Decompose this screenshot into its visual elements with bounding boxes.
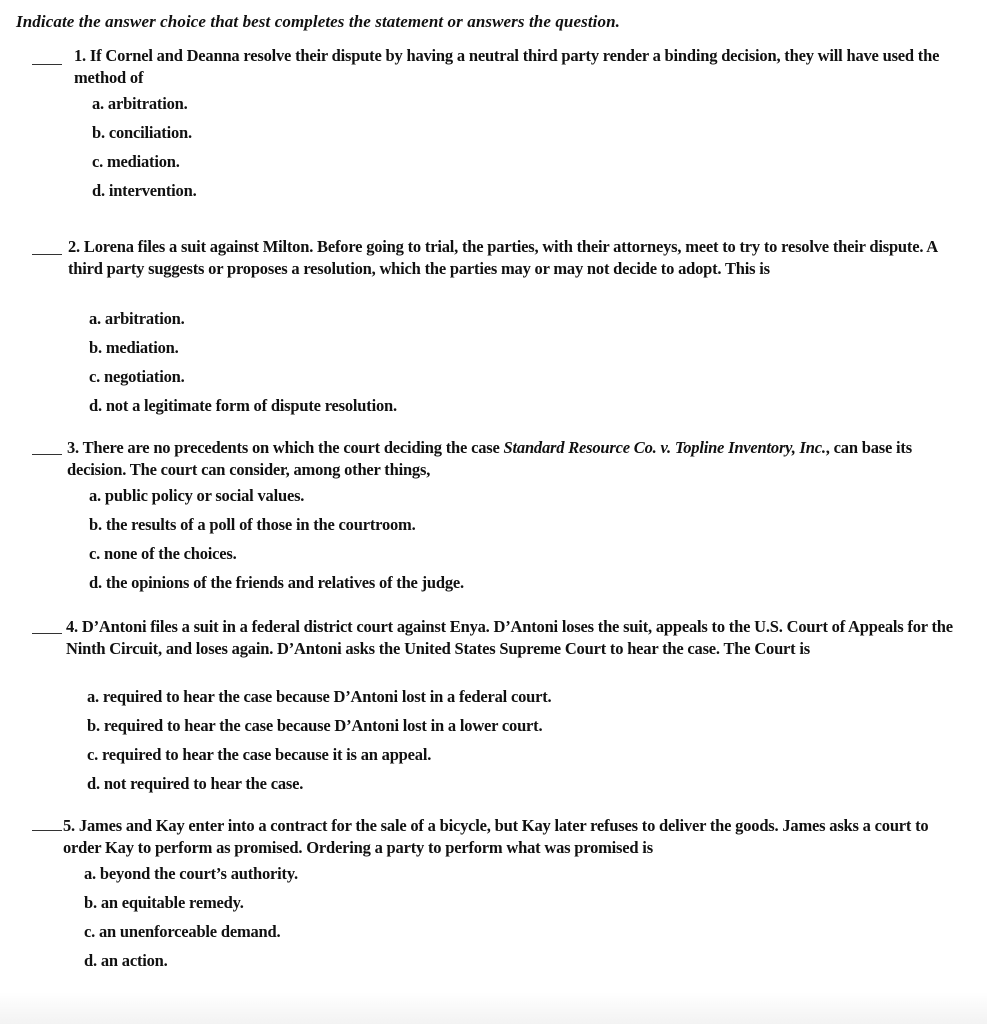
question-text: D’Antoni files a suit in a federal district court against Enya. D’Antoni loses the suit, appeals to the U.S. Court of Appeals for the Ninth Circuit, and loses again. D’Antoni asks the United States Supreme Court to hear the case. The Court is [66, 617, 953, 658]
choice-1b: b. conciliation. [92, 123, 192, 142]
question-number: 4. [66, 617, 78, 636]
question-text-before: There are no precedents on which the court deciding the case [82, 438, 504, 457]
question-1-stem [74, 45, 964, 89]
page-bottom-edge [0, 992, 987, 1024]
choice-3d: d. the opinions of the friends and relatives of the judge. [89, 573, 464, 592]
question-number: 1. [74, 46, 86, 65]
choice-4b: b. required to hear the case because D’Antoni lost in a lower court. [87, 716, 543, 735]
question-5-stem [63, 815, 953, 859]
answer-blank-1[interactable] [32, 64, 62, 65]
question-2-stem [68, 236, 963, 280]
question-text: If Cornel and Deanna resolve their dispute by having a neutral third party render a binding decision, they will have used the method of [74, 46, 940, 87]
choice-5b: b. an equitable remedy. [84, 893, 244, 912]
choice-3b: b. the results of a poll of those in the courtroom. [89, 515, 416, 534]
question-number: 2. [68, 237, 80, 256]
choice-2d: d. not a legitimate form of dispute resolution. [89, 396, 397, 415]
choice-5a: a. beyond the court’s authority. [84, 864, 298, 883]
choice-2b: b. mediation. [89, 338, 179, 357]
answer-blank-5[interactable] [32, 830, 62, 831]
instructions: Indicate the answer choice that best completes the statement or answers the question. [16, 12, 620, 31]
answer-blank-2[interactable] [32, 254, 62, 255]
choice-2c: c. negotiation. [89, 367, 185, 386]
question-text: Lorena files a suit against Milton. Before going to trial, the parties, with their attorneys, meet to try to resolve their dispute. A third party suggests or proposes a resolution, which the parties may or may not decide to adopt. This is [68, 237, 938, 278]
choice-5d: d. an action. [84, 951, 168, 970]
question-number: 3. [67, 438, 79, 457]
answer-blank-4[interactable] [32, 633, 62, 634]
case-name: Standard Resource Co. v. Topline Inventory, Inc. [503, 438, 826, 457]
answer-blank-3[interactable] [32, 454, 62, 455]
choice-5c: c. an unenforceable demand. [84, 922, 281, 941]
choice-1c: c. mediation. [92, 152, 180, 171]
question-text: James and Kay enter into a contract for the sale of a bicycle, but Kay later refuses to deliver the goods. James asks a court to order Kay to perform as promised. Ordering a party to perform what was promised is [63, 816, 929, 857]
question-text-after: , can base its decision. The court can consider, among other things, [67, 438, 912, 479]
choice-1d: d. intervention. [92, 181, 197, 200]
choice-3a: a. public policy or social values. [89, 486, 305, 505]
choice-2a: a. arbitration. [89, 309, 185, 328]
choice-3c: c. none of the choices. [89, 544, 237, 563]
question-4-stem [66, 616, 966, 660]
choice-4c: c. required to hear the case because it is an appeal. [87, 745, 432, 764]
question-number: 5. [63, 816, 75, 835]
choice-1a: a. arbitration. [92, 94, 188, 113]
question-3-stem [67, 437, 947, 481]
choice-4d: d. not required to hear the case. [87, 774, 304, 793]
choice-4a: a. required to hear the case because D’Antoni lost in a federal court. [87, 687, 552, 706]
